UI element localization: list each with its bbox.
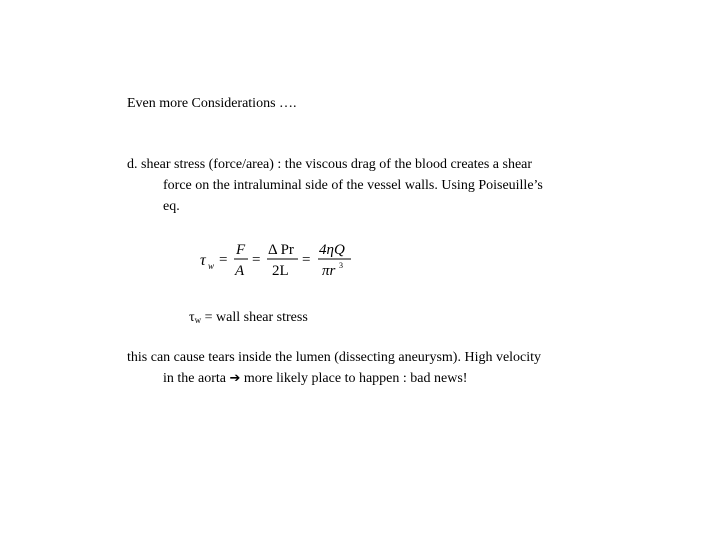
eq-frac1-numerator: F: [236, 242, 246, 258]
eq-equals-3: =: [302, 252, 311, 268]
item-d-line-2: force on the intraluminal side of the vessel walls. Using Poiseuille’s: [163, 178, 543, 193]
item-d-line-1: d. shear stress (force/area) : the viscous drag of the blood creates a shear: [127, 157, 533, 172]
eq-frac3-denominator: πr: [322, 263, 336, 279]
eq-equals-2: =: [252, 252, 261, 268]
item-d-paragraph: [127, 154, 627, 217]
eq-tau-subscript: w: [208, 261, 215, 271]
eq-tau-symbol: τ: [200, 252, 206, 269]
tau-symbol: τ: [189, 310, 195, 325]
tau-definition-text: = wall shear stress: [201, 310, 308, 325]
eq-frac3-exponent: 3: [339, 261, 343, 270]
tears-line-2-after: more likely place to happen : bad news!: [240, 371, 468, 386]
eq-frac1-denominator: A: [235, 263, 245, 279]
right-arrow-icon: ➔: [229, 371, 241, 386]
slide-heading: Even more Considerations ….: [127, 96, 297, 111]
tau-definition: [189, 310, 308, 326]
tears-paragraph: [127, 347, 627, 389]
tears-line-2-before: in the aorta: [163, 371, 230, 386]
eq-frac3-numerator: 4ηQ: [319, 242, 345, 258]
tau-subscript: w: [194, 315, 202, 325]
tears-line-1: this can cause tears inside the lumen (dissecting aneurysm). High velocity: [127, 350, 542, 365]
shear-stress-equation: [198, 234, 358, 284]
eq-frac2-numerator: Δ Pr: [268, 242, 294, 258]
eq-equals-1: =: [219, 252, 228, 268]
eq-frac2-denominator: 2L: [272, 263, 289, 279]
tears-line-2: [127, 368, 627, 389]
item-d-line-3: eq.: [163, 199, 180, 214]
